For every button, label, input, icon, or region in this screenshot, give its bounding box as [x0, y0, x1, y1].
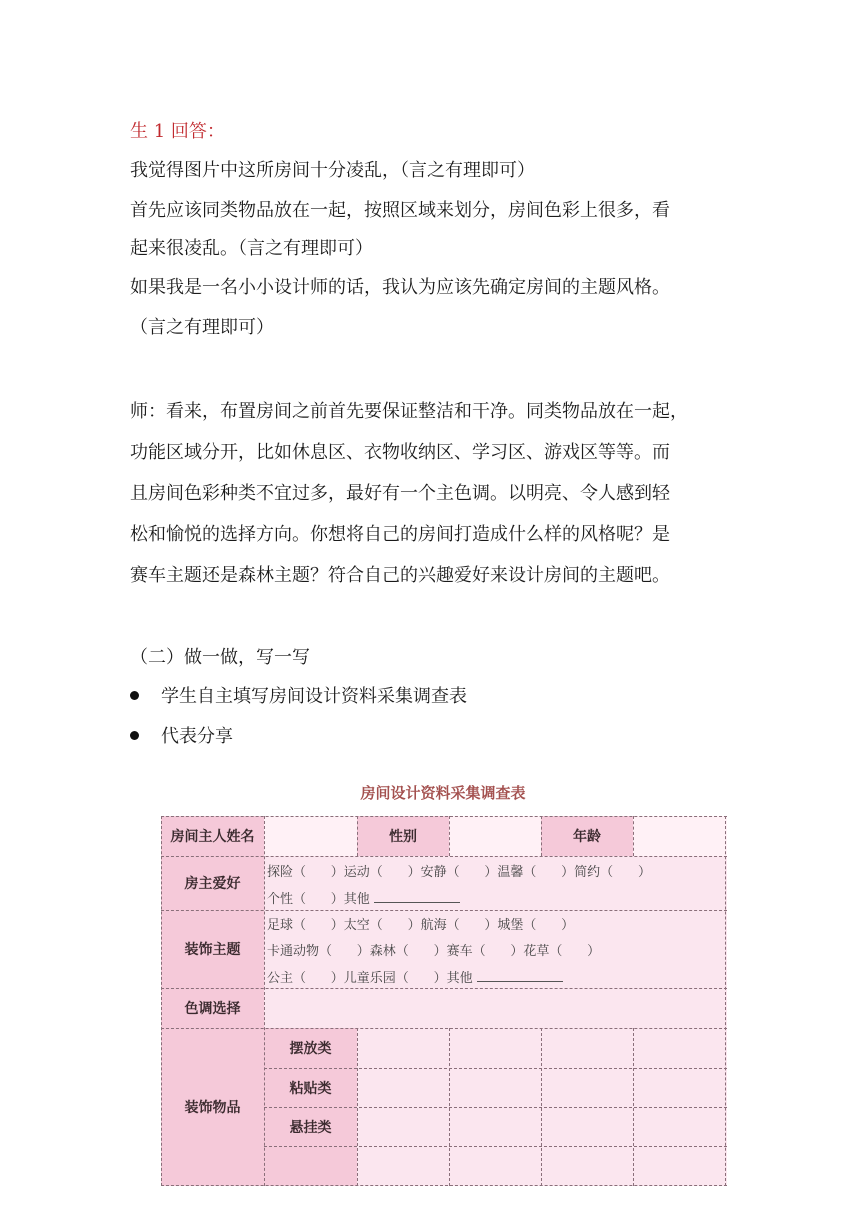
bullet-item: 学生自主填写房间设计资料采集调查表 [130, 685, 467, 709]
answer-line-3: 起来很凌乱。（言之有理即可） [130, 238, 373, 259]
items-label: 装饰物品 [161, 1028, 264, 1186]
item-type-sticking: 粘贴类 [264, 1068, 357, 1107]
theme-options-1: 足球（ ）太空（ ）航海（ ）城堡（ ） [267, 918, 575, 933]
owner-name-field[interactable] [264, 816, 357, 856]
grid-line [357, 816, 358, 856]
owner-name-label: 房间主人姓名 [161, 816, 264, 856]
grid-line [161, 816, 727, 817]
teacher-line-4: 松和愉悦的选择方向。你想将自己的房间打造成什么样的风格呢？是 [130, 524, 670, 545]
hobby-options-1: 探险（ ）运动（ ）安静（ ）温馨（ ）简约（ ） [267, 865, 651, 880]
grid-line [264, 1146, 727, 1147]
answer-line-5: （言之有理即可） [130, 317, 274, 338]
grid-line [264, 1068, 727, 1069]
answer-line-1: 我觉得图片中这所房间十分凌乱，（言之有理即可） [130, 160, 535, 181]
grid-line [449, 816, 450, 856]
age-label: 年龄 [541, 816, 633, 856]
grid-line [161, 1185, 727, 1186]
answer-line-4: 如果我是一名小小设计师的话，我认为应该先确定房间的主题风格。 [130, 277, 670, 298]
grid-line [357, 1028, 358, 1186]
grid-line [264, 816, 265, 1186]
teacher-line-5: 赛车主题还是森林主题？符合自己的兴趣爱好来设计房间的主题吧。 [130, 565, 670, 586]
grid-line [161, 856, 727, 857]
hobby-options-2: 个性（ ）其他 [267, 888, 460, 907]
age-field[interactable] [633, 816, 727, 856]
teacher-line-1: 师：看来，布置房间之前首先要保证整洁和干净。同类物品放在一起， [130, 401, 688, 422]
answer-heading: 生 1 回答： [130, 121, 225, 142]
bullet-dot-icon [130, 691, 139, 700]
grid-line [541, 1028, 542, 1186]
bullet-dot-icon [130, 731, 139, 740]
hobby-label: 房主爱好 [161, 856, 264, 910]
teacher-line-2: 功能区域分开，比如休息区、衣物收纳区、学习区、游戏区等等。而 [130, 442, 670, 463]
gender-label: 性别 [357, 816, 449, 856]
table-title: 房间设计资料采集调查表 [360, 784, 526, 802]
bullet-item: 代表分享 [130, 725, 233, 749]
gender-field[interactable] [449, 816, 541, 856]
grid-line [541, 816, 542, 856]
item-type-hanging: 悬挂类 [264, 1107, 357, 1146]
teacher-line-3: 且房间色彩种类不宜过多，最好有一个主色调。以明亮、令人感到轻 [130, 483, 670, 504]
item-type-blank [264, 1146, 357, 1186]
section-title: （二）做一做，写一写 [130, 647, 310, 668]
theme-other-blank[interactable] [477, 971, 563, 982]
theme-options-3: 公主（ ）儿童乐园（ ）其他 [267, 967, 563, 986]
item-type-placing: 摆放类 [264, 1028, 357, 1068]
grid-line [161, 910, 727, 911]
grid-line [264, 1107, 727, 1108]
color-label: 色调选择 [161, 988, 264, 1028]
grid-line [633, 816, 634, 856]
theme-options-2: 卡通动物（ ）森林（ ）赛车（ ）花草（ ） [267, 944, 601, 959]
grid-line [161, 988, 727, 989]
grid-line [725, 816, 726, 1186]
grid-line [633, 1028, 634, 1186]
grid-line [449, 1028, 450, 1186]
grid-line [161, 1028, 727, 1029]
grid-line [161, 816, 162, 1186]
survey-table [161, 816, 727, 1186]
hobby-other-blank[interactable] [374, 892, 460, 903]
answer-line-2: 首先应该同类物品放在一起，按照区域来划分，房间色彩上很多，看 [130, 200, 670, 221]
theme-label: 装饰主题 [161, 910, 264, 988]
